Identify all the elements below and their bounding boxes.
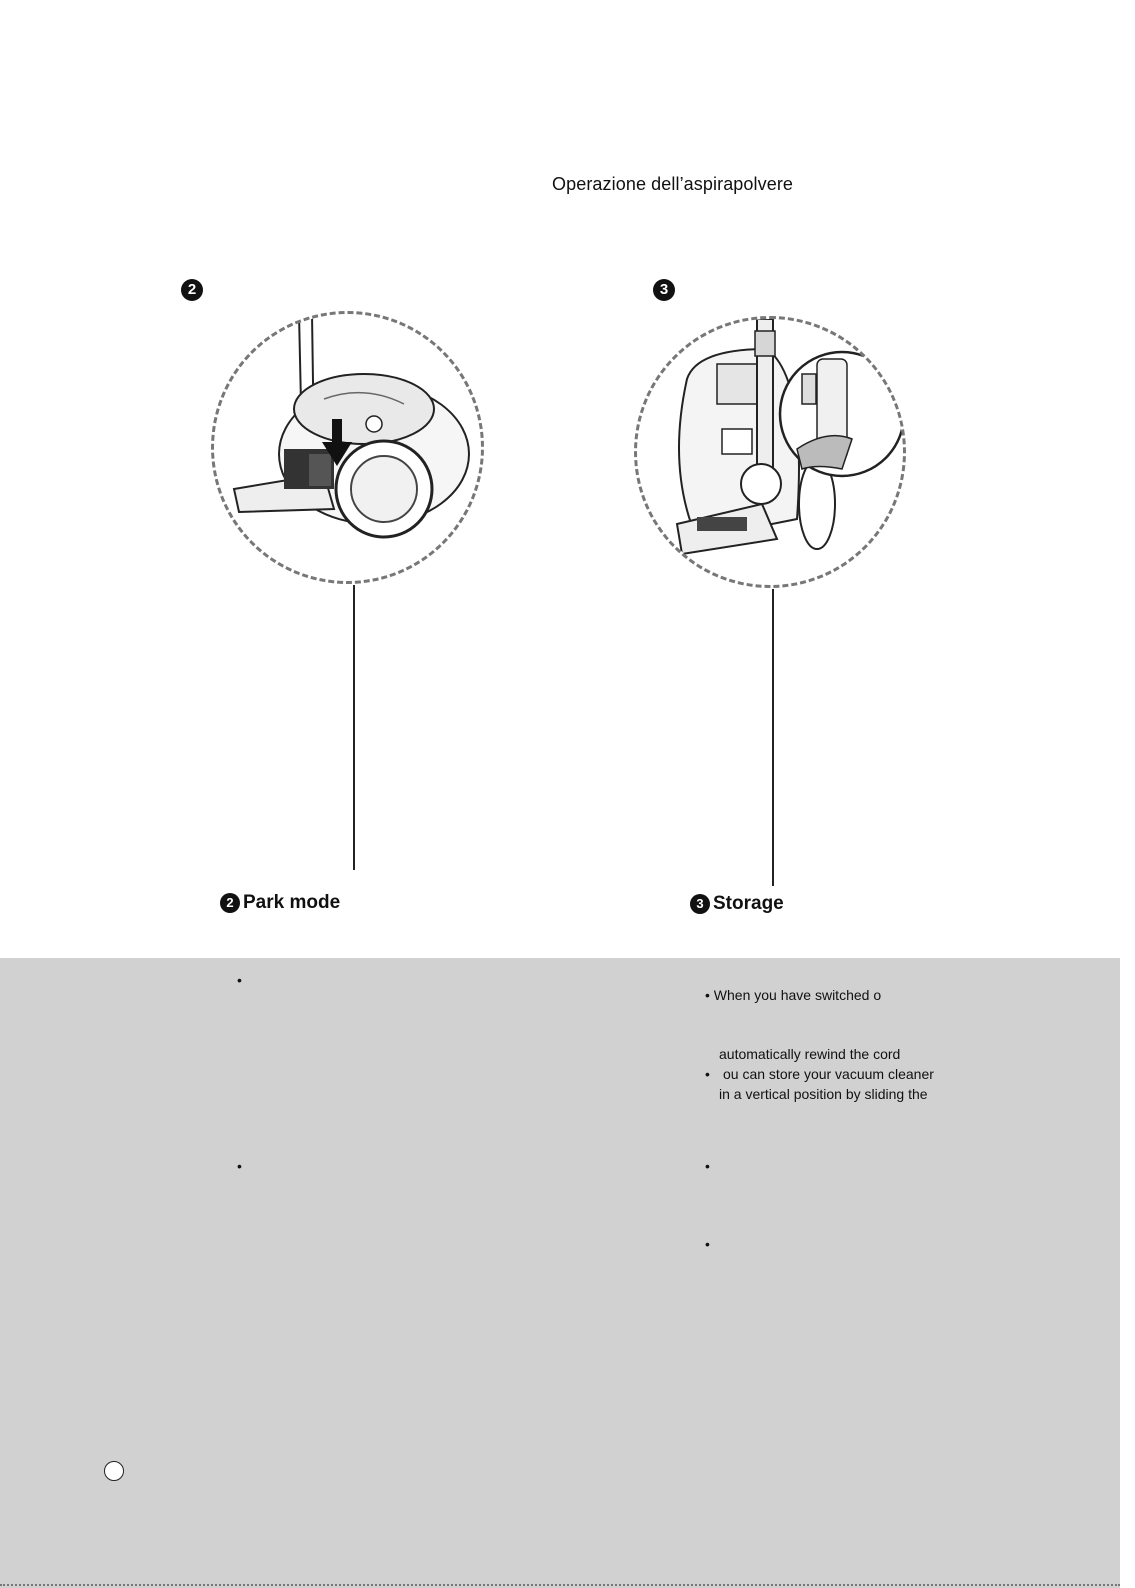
left-bullet-1: •: [237, 972, 242, 988]
step-2-badge: 2: [181, 279, 203, 301]
storage-text-line-4: in a vertical position by sliding the: [719, 1086, 928, 1102]
vacuum-park-illustration: [214, 314, 481, 581]
storage-number-badge: 3: [690, 894, 710, 914]
park-mode-leader-line: [353, 585, 355, 870]
page-header-title: Operazione dell’aspirapolvere: [552, 174, 794, 194]
storage-illustration: [634, 316, 906, 588]
step-3-badge: 3: [653, 279, 675, 301]
park-mode-heading: [220, 892, 340, 914]
storage-heading: [690, 893, 784, 915]
right-bullet-4: •: [705, 1236, 710, 1252]
storage-text-line-3: ou can store your vacuum cleaner: [723, 1066, 934, 1082]
park-mode-number-badge: 2: [220, 893, 240, 913]
left-bullet-2: •: [237, 1158, 242, 1174]
storage-text-line-1: • When you have switched o: [705, 987, 882, 1003]
storage-leader-line: [772, 589, 774, 886]
park-mode-title: Park mode: [243, 892, 341, 913]
page-number-circle: [104, 1461, 124, 1481]
right-bullet-3: •: [705, 1158, 710, 1174]
bottom-dotted-edge: [0, 1584, 1120, 1586]
storage-title: Storage: [713, 893, 784, 914]
vacuum-storage-illustration: [637, 319, 903, 585]
storage-bullet-2: •: [705, 1066, 710, 1082]
storage-text-line-2: automatically rewind the cord: [719, 1046, 901, 1062]
park-mode-illustration: [211, 311, 484, 584]
instructions-panel: [0, 958, 1120, 1588]
